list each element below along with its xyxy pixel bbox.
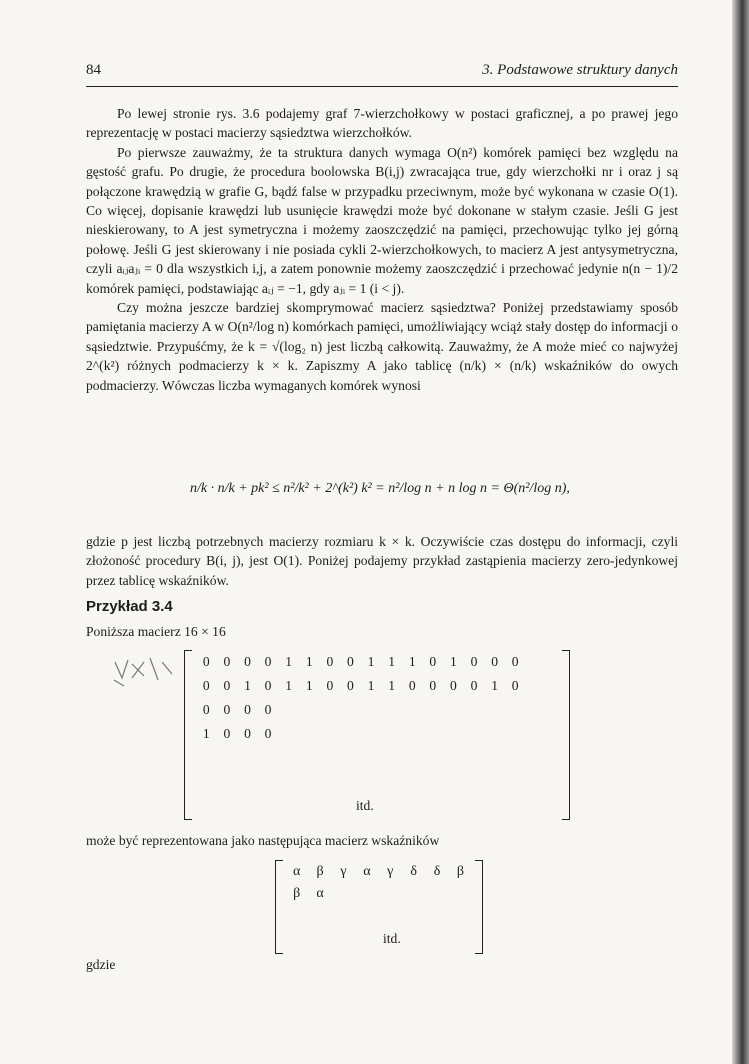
page-edge <box>732 0 749 1064</box>
pointer-cell: α <box>293 864 301 879</box>
text-after-formula <box>86 532 678 590</box>
matrix-cell: 0 <box>223 654 231 669</box>
matrix-cell: 0 <box>223 678 231 693</box>
pointer-matrix <box>275 860 483 952</box>
matrix-cell: 1 <box>367 678 375 693</box>
matrix-cell: 0 <box>202 654 210 669</box>
binary-matrix <box>184 650 570 818</box>
matrix-cell: 1 <box>244 678 251 693</box>
matrix-cell: 0 <box>450 678 457 693</box>
matrix-cell: 0 <box>264 654 272 669</box>
pointer-row-1 <box>285 864 472 880</box>
matrix-row-2 <box>196 678 526 694</box>
matrix-cell: 0 <box>223 726 231 741</box>
matrix-cell: 1 <box>305 678 313 693</box>
matrix-cell: 0 <box>244 726 251 741</box>
matrix-cell: 0 <box>264 702 272 717</box>
main-text <box>86 104 678 395</box>
matrix-cell: 0 <box>470 654 478 669</box>
pointer-row-2 <box>285 886 332 902</box>
matrix-cell: 1 <box>388 654 396 669</box>
pointer-left-bracket <box>275 860 283 954</box>
matrix-cell: 0 <box>264 678 272 693</box>
matrix-cell: 0 <box>511 678 519 693</box>
handwritten-marks <box>110 652 180 692</box>
paragraph-1: Po lewej stronie rys. 3.6 podajemy graf 7-wierzchołkowy w postaci graficznej, a po prawej jego reprezentację w postaci macierzy sąsiedztwa wierzchołków. <box>86 106 678 141</box>
pointer-cell: α <box>363 864 371 879</box>
pointer-cell: β <box>456 864 464 879</box>
pointer-cell: γ <box>340 864 347 879</box>
matrix-row-1 <box>196 654 526 670</box>
matrix-cell: 0 <box>347 678 354 693</box>
pointer-right-bracket <box>475 860 483 954</box>
matrix-row-3 <box>196 702 278 718</box>
matrix-cell: 0 <box>264 726 272 741</box>
paragraph-3: Czy można jeszcze bardziej skomprymować macierz sąsiedztwa? Poniżej przedstawiamy sposób pamiętania macierzy A w O(n²/log n) komórkach pamięci, umożliwiający wciąż stały dostęp do informacji o sąsiedztwie. Przypuśćmy, że k = √(log₂ n) jest liczbą całkowitą. Zauważmy, że A może mieć co najwyżej 2^(k²) różnych podmacierzy k × k. Zapiszmy A jako tablicę (n/k) × (n/k) wskaźników do owych podmacierzy. Wówczas liczba wymaganych komórek wynosi <box>86 300 678 393</box>
matrix-cell: 1 <box>305 654 313 669</box>
page-number: 84 <box>86 62 101 78</box>
pointer-intro: może być reprezentowana jako następująca macierz wskaźników <box>86 833 440 848</box>
matrix-cell: 0 <box>202 702 210 717</box>
display-formula <box>86 469 678 513</box>
matrix-right-bracket <box>562 650 570 820</box>
matrix-cell: 0 <box>408 678 416 693</box>
pointer-etc: itd. <box>383 931 401 946</box>
closing-word: gdzie <box>86 957 116 972</box>
matrix-cell: 1 <box>408 654 416 669</box>
matrix-cell: 1 <box>388 678 396 693</box>
pointer-cell: β <box>316 864 324 879</box>
matrix-cell: 0 <box>429 654 437 669</box>
matrix-cell: 0 <box>326 654 334 669</box>
matrix-cell: 1 <box>367 654 375 669</box>
paragraph-4: gdzie p jest liczbą potrzebnych macierzy rozmiaru k × k. Oczywiście czas dostępu do informacji, czyli złożoność procedury B(i, j), jest O(1). Poniżej podajemy przykład zastąpienia macierzy zero-jedynkowej przez tablicę wskaźników. <box>86 534 678 588</box>
matrix-cell: 0 <box>223 702 231 717</box>
matrix-row-4 <box>196 726 278 742</box>
matrix-cell: 1 <box>285 654 293 669</box>
matrix-left-bracket <box>184 650 192 820</box>
matrix-cell: 1 <box>491 678 498 693</box>
matrix-cell: 1 <box>450 654 457 669</box>
example-intro: Poniższa macierz 16 × 16 <box>86 624 226 639</box>
chapter-title: 3. Podstawowe struktury danych <box>482 62 678 78</box>
matrix-cell: 0 <box>491 654 498 669</box>
matrix-cell: 0 <box>511 654 519 669</box>
matrix-cell: 0 <box>244 702 251 717</box>
matrix-etc: itd. <box>356 798 374 813</box>
formula-text: n/k · n/k + pk² ≤ n²/k² + 2^(k²) k² = n²/log n + n log n = Θ(n²/log n), <box>190 481 570 496</box>
running-header <box>86 60 678 87</box>
matrix-cell: 0 <box>326 678 334 693</box>
pointer-cell: γ <box>387 864 394 879</box>
paragraph-2: Po pierwsze zauważmy, że ta struktura danych wymaga O(n²) komórek pamięci bez względu na gęstość grafu. Po drugie, że procedura boolowska B(i,j) zwracająca true, gdy wierzchołki nr i oraz j są połączone krawędzią w grafie G, bądź false w przypadku przeciwnym, może być wykonana w czasie O(1). Co więcej, dopisanie krawędzi lub usunięcie krawędzi może być dokonane w stałym czasie. Jeśli G jest nieskierowany, to A jest symetryczna i możemy zaoszczędzić na pamięci, przechowując tylko jej górną połowę. Jeśli G jest skierowany i nie posiada cykli 2-wierzchołkowych, to macierz A jest antysymetryczna, czyli aᵢⱼaⱼᵢ = 0 dla wszystkich i,j, a zatem ponownie możemy zaoszczędzić i przechować jedynie n(n − 1)/2 komórek pamięci, podstawiając aᵢⱼ = −1, gdy aⱼᵢ = 1 (i < j). <box>86 144 678 296</box>
matrix-cell: 0 <box>202 678 210 693</box>
matrix-cell: 0 <box>347 654 354 669</box>
pointer-cell: β <box>293 886 301 901</box>
matrix-cell: 0 <box>244 654 251 669</box>
matrix-cell: 0 <box>429 678 437 693</box>
pointer-cell: δ <box>433 864 441 879</box>
pointer-cell: α <box>316 886 324 901</box>
example-title: Przykład 3.4 <box>86 598 173 615</box>
matrix-cell: 0 <box>470 678 478 693</box>
matrix-cell: 1 <box>202 726 210 741</box>
matrix-cell: 1 <box>285 678 293 693</box>
pointer-cell: δ <box>410 864 417 879</box>
